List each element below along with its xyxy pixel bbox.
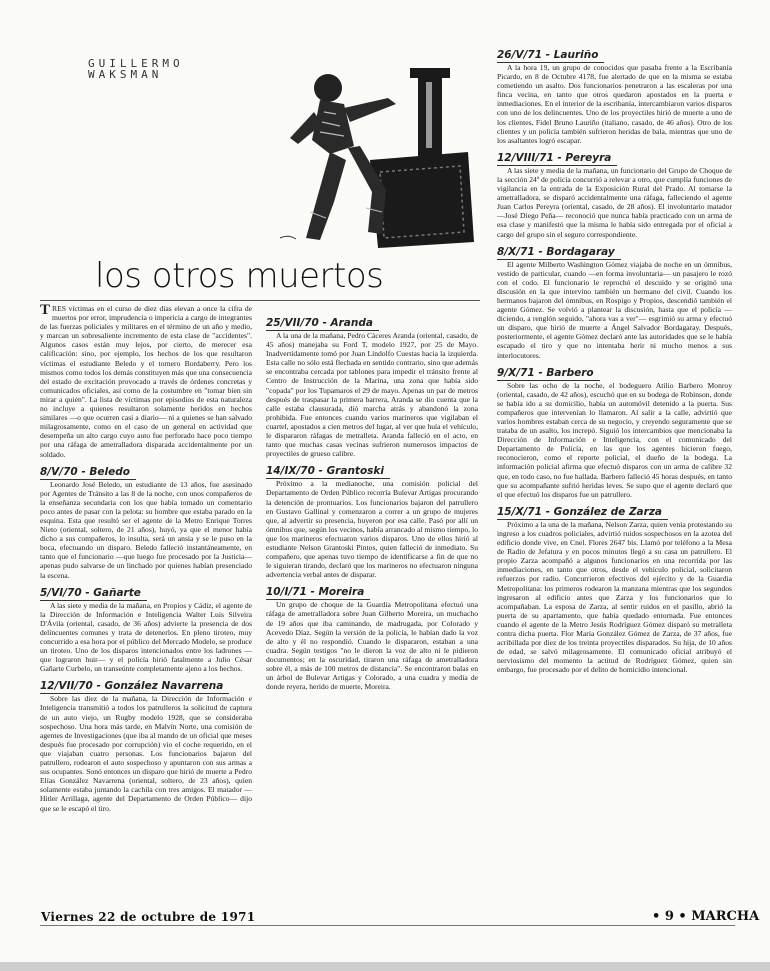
entry-heading: 14/IX/70 - Grantoski: [266, 465, 390, 479]
byline-last: WAKSMAN: [88, 68, 163, 81]
entry-heading: 12/VIII/71 - Pereyra: [497, 152, 617, 166]
entry-text: A la una de la mañana, Pedro Cáceres Aranda (oriental, casado, de 45 años) manejaba su Ford T, modelo 1927, por 25 de Mayo. Inadvertidamente tomó por Juan Lindolfo Cuestas hacia la izquierda. Esta calle no sólo está flechada en sentido contrario, sino que además se encontraba cercada por tablones para impedir el tránsito frente al Centro de Instrucción de la Marina, una zona que había sido "copada" por los Tupamaros el 29 de mayo. Apenas un par de metros después de traspasar la primera barrera, Aranda se dio cuenta que la calle estaba clausurada, dió marcha atrás y abandonó la zona prohibida. Fue entonces cuando varios marineros que vigilaban el cuartel, apostados a cien metros del lugar, al ver que huía el vehículo, le dispararon ráfagas de metralleta. Aranda falleció en el acto, en tanto que muchas casas vecinas sufrieron numerosos impactos de proyectiles de grueso calibre.: [266, 331, 478, 459]
entry-heading: 5/VI/70 - Gañarte: [40, 587, 147, 601]
entry-text: Sobre las ocho de la noche, el bodeguero Atilio Barbero Monroy (oriental, casado, de 42 años), escuchó que en su bodega de Robinson, donde se había ido a su domicilio, había un automóvil detenido a la puerta. Sus compañeros que intervenían lo llamaron. Al salir a la calle, advirtió que varios hombres estaban cerca de su negocio, y creyendo seguramente que se trataba de un asalto, los increpó. Siguió los intercambios que mencionaba la Dirección de Información e Inteligencia, con el comunicado del Departamento de Policía, en las que los agentes hicieron fuego, reconocieron, como el reporte policial, el dueño de la bodega. La información policial afirma que efectuó disparos con un arma de calibre 32 que, en todo caso, no fue hallada. Barbero falleció 45 horas después, en tanto que su acompañante sufrió heridas leves. Se supo que el agente declaró que el que efectuó los disparos fue un patrullero.: [497, 380, 732, 499]
entry-heading: 15/X/71 - González de Zarza: [497, 506, 668, 520]
byline-first: GUILLERMO: [88, 57, 184, 70]
entry-aranda: [266, 315, 478, 458]
entry-text: Próximo a la medianoche, una comisión policial del Departamento de Orden Público recorría Bulevar Artigas procurando la detención de prontuarios. Los funcionarios bajaron del patrullero en Gustavo Gallinal y comenzaron a correr a un grupo de mujeres que, al advertir su presencia, huyeron por esa calle. Pasó por allí un ómnibus que, según los vecinos, había arrancado al mismo tiempo, lo que los marineros efectuaron varios disparos. Uno de ellos hirió al estudiante Nelson Grantoski Pintos, quien falleció de inmediato. Su compañero, que apenas tuvo tiempo de identificarse a fin de que no le siguieran tirando, declaró que los marineros no efectuaron ninguna advertencia verbal antes de disparar.: [266, 479, 478, 580]
lead-paragraph: TRES víctimas en el curso de diez días elevan a once la cifra de muertos por error, imprudencia o impericia a cargo de integrantes de las fuerzas policiales y militares en el término de un año y medio, y marcan un sobresaliente incremento de esta clase de "accidentes". Algunos casos están muy lejos, por cierto, de merecer esa calificación: sino, por ejemplo, los hechos de los que resultaron víctimas el estudiante Beledo y el tornero Bordaberry. Pero los mismos como todos los demás constituyen más que una consecuencia del estado de excitación provocado a través de órdenes concretas y comunicados oficiales, así como de la costumbre en "tomar bien sin mirar a quién". La lista de víctimas por episodios de esta naturaleza no incluye a quienes resultaron solamente heridos en hechos similares —o que ocurren casi a diario— ni a quienes se han salvado milagrosamente, como en el caso de un general en actividad que desempeña un alto cargo cuyo auto fue perforado hace poco tiempo por una ráfaga de ametralladora disparada accidentalmente por un soldado.: [40, 304, 252, 459]
entry-text: Un grupo de choque de la Guardia Metropolitana efectuó una ráfaga de ametralladora sobre Juan Gilberto Moreira, un muchacho de 19 años que iba caminando, de madrugada, por Colorado y Acevedo Díaz. Según la versión de la policía, le habían dado la voz de alto y él no respondió. Cuando le dispararon, estaban a una cuadra. Según testigos "no le dieron la voz de alto ni le pidieron documentos; en la oscuridad, tiraron una ráfaga de ametralladora sobre él, a más de 100 metros de distancia". Se encontraron balas en un árbol de Bulevar Artigas y Colorado, a una cuadra y media de donde reyera, herido de muerte, Moreira.: [266, 600, 478, 692]
entry-text: Sobre las diez de la mañana, la Dirección de Información e Inteligencia transmitió a todos los patrulleros la solicitud de captura de un auto viejo, un Rugby modelo 1928, que se consideraba sospechoso. Una hora más tarde, en Malvín Norte, una comisión de agentes de Investigaciones (que iba al mando de un oficial que meses después fue procesado por corrupción) vio el coche requerido, en el que viajaban cuatro personas. Los funcionarios bajaron del patrullero, rodearon el auto sospechoso y apuntaron con sus armas a sus ocupantes. Sonó entonces un disparo que hirió de muerte a Pedro Elías González Navarrena (oriental, soltero, de 23 años), quien solamente estaba juntando la cachila con tres amigos. El matador —Hitler Arrillaga, agente del Departamento de Orden Público— dijo que se le escapó el tiro.: [40, 694, 252, 813]
entry-beledo: [40, 464, 252, 580]
footer-rule: [40, 925, 735, 926]
footer-date: Viernes 22 de octubre de 1971: [41, 910, 256, 924]
entry-heading: 10/I/71 - Moreira: [266, 586, 370, 600]
entry-heading: 8/V/70 - Beledo: [40, 466, 136, 480]
entry-text: Leonardo José Beledo, un estudiante de 13 años, fue asesinado por Agentes de Tránsito a las 8 de la noche, con unos compañeros de la enseñanza secundaria con los que había tomado un comentario poco antes de pasar con la pelota: su hombre que estaba parado en la esquina. Esta que resultó ser el agente de la Metro Enrique Torres Nieto (oriental, soltero, de 21 años), huyó, ya que el menor había dicho a sus compañeros, lo insulta, será un ansia y se le puso en la boca, efectuando un disparo. Beledo falleció instantáneamente, en tanto que el funcionario —que luego fue procesado por la Justicia— apenas pudo salvarse de un linchado por quienes habían presenciado la escena.: [40, 479, 252, 580]
entry-heading: 26/V/71 - Lauriño: [497, 49, 604, 63]
entry-text: El agente Milberto Washington Gómez viajaba de noche en un ómnibus, vestido de particular, cuando —en forma involuntaria— un pasajero le rozó con el codo. El funcionario le reprochó el descuido y se originó una discusión en la que intervino también un hermano del civil. Cuando los hermanos bajaron del ómnibus, en Rospigo y Propios, descendió también el agente Gómez. Se volvió a plantear la discusión, hasta que el policía —diciendo, a renglón seguido, "ahora vas a ver"— esgrimió su arma y efectuó un disparo, que hirió de muerte a Ángel Salvador Bordagaray. Después, posteriormente, el agente Gómez declaró ante las autoridades que se le había escapado el tiro y que no intentaba herir ni mucho menos a sus interlocutores.: [497, 259, 732, 360]
entry-moreira: [266, 584, 478, 691]
entry-gonzalez-navarrena: [40, 678, 252, 812]
entry-bordagaray: [497, 244, 732, 360]
entry-ganarte: [40, 585, 252, 674]
scan-edge: [0, 962, 770, 971]
entry-text: Próximo a la una de la mañana, Nelson Zarza, quien venía protestando su ingreso a los cuadros policiales, advirtió ruidos sospechosos en la azotea del edificio donde vive, en Cnel. Flores 2647 bis. Llamó por teléfono a la Mesa de Radio de Jefatura y en pocos minutos llegó a su casa un patrullero. El propio Zarza acompañó a algunos funcionarios en una recorrida por las inmediaciones, en tanto que otros, desde el vehículo policial, solicitaron refuerzos por radio. Concurrieron efectivos del ejército y de la Guardia Metropolitana: los primeros rodearon la manzana mientras que los segundos ingresaron al edificio antes que Zarza y los funcionarios que lo acompañaban. La esposa de Zarza, al sentir ruidos en el pasillo, abrió la puerta de su apartamento, que había quedado entornada. Fue entonces cuando el agente de la Metro Jesús Rodríguez Gómez disparó su metralleta contra dicha puerta. Flor María González Gómez de Zarza, de 37 años, fue acribillada por diez de los treinta proyectiles disparados. Su hija, de 10 años de edad, se salvó milagrosamente. El comunicado oficial atribuyó el nerviosismo del momento la actitud de Rodríguez Gómez, quien sin embargo, fue procesado por el delito de homicidio intencional.: [497, 519, 732, 675]
column-2: [266, 310, 478, 908]
entry-heading: 25/VII/70 - Aranda: [266, 317, 379, 331]
entry-barbero: [497, 365, 732, 499]
entry-heading: 8/X/71 - Bordagaray: [497, 246, 621, 260]
entry-heading: 9/X/71 - Barbero: [497, 367, 600, 381]
woodcut-illustration: [250, 42, 490, 252]
entry-text: A las siete y media de la mañana, en Propios y Cádiz, el agente de la Dirección de Información e Inteligencia Walter Luis Silveira D'Ávila (oriental, casado, de 36 años) advierte la presencia de dos delincuentes comunes y trata de detenerlos. En pleno tiroteo, muy concurrido a esa hora por el público del Mercado Modelo, se produce un tiroteo. Uno de los disparos intencionados entre los ladrones —que lograron huir— y el policía hirió fatalmente a Julio César Gañarte Curbelo, un transeúnte completamente ajeno a los hechos.: [40, 600, 252, 674]
entry-grantoski: [266, 463, 478, 579]
entry-pereyra: [497, 150, 732, 239]
headline-rule: [40, 300, 480, 301]
byline: [88, 58, 238, 80]
entry-heading: 12/VII/70 - González Navarrena: [40, 680, 229, 694]
headline: los otros muertos: [95, 256, 384, 296]
column-1: [40, 304, 252, 902]
footer-page-masthead: • 9 • MARCHA: [652, 909, 760, 924]
entry-laurino: [497, 47, 732, 145]
entry-text: A las siete y media de la mañana, un funcionario del Grupo de Choque de la sección 24ª de policía concurrió a relevar a otro, que cumplía funciones de vigilancia en la entrada de la Exposición Rural del Prado. Al tomarse la ametralladora, se disparó accidentalmente una ráfaga, falleciendo el agente Juan Carlos Pereyra (oriental, casado, de 28 años). El involuntario matador —José Diego Peña— reconoció que nunca había practicado con un arma de esa clase y manifestó que la misma le había sido entregada por el oficial a cargo del grupo sin el seguro correspondiente.: [497, 165, 732, 239]
column-3: [497, 42, 732, 910]
entry-gonzalez-de-zarza: [497, 504, 732, 675]
entry-text: A la hora 19, un grupo de conocidos que pasaba frente a la Escribanía Picardo, en 8 de Octubre 4178, fue alertado de que en la misma se estaba cometiendo un asalto. Dos funcionarios penetraron a las escaleras por una finca vecina, en tanto que otros quedaron apostados en la puerta e inmediaciones. En el interior de la escribanía, intercambiaron varios disparos con uno de los delincuentes. Uno de los proyectiles hirió de muerte a uno de los clientes, Fidel Bruno Lauriño (italiano, casado, de 46 años). Otro de los clientes y un policía también sufrieron heridas de bala, mientras que uno de los asaltantes logró escapar.: [497, 63, 732, 145]
